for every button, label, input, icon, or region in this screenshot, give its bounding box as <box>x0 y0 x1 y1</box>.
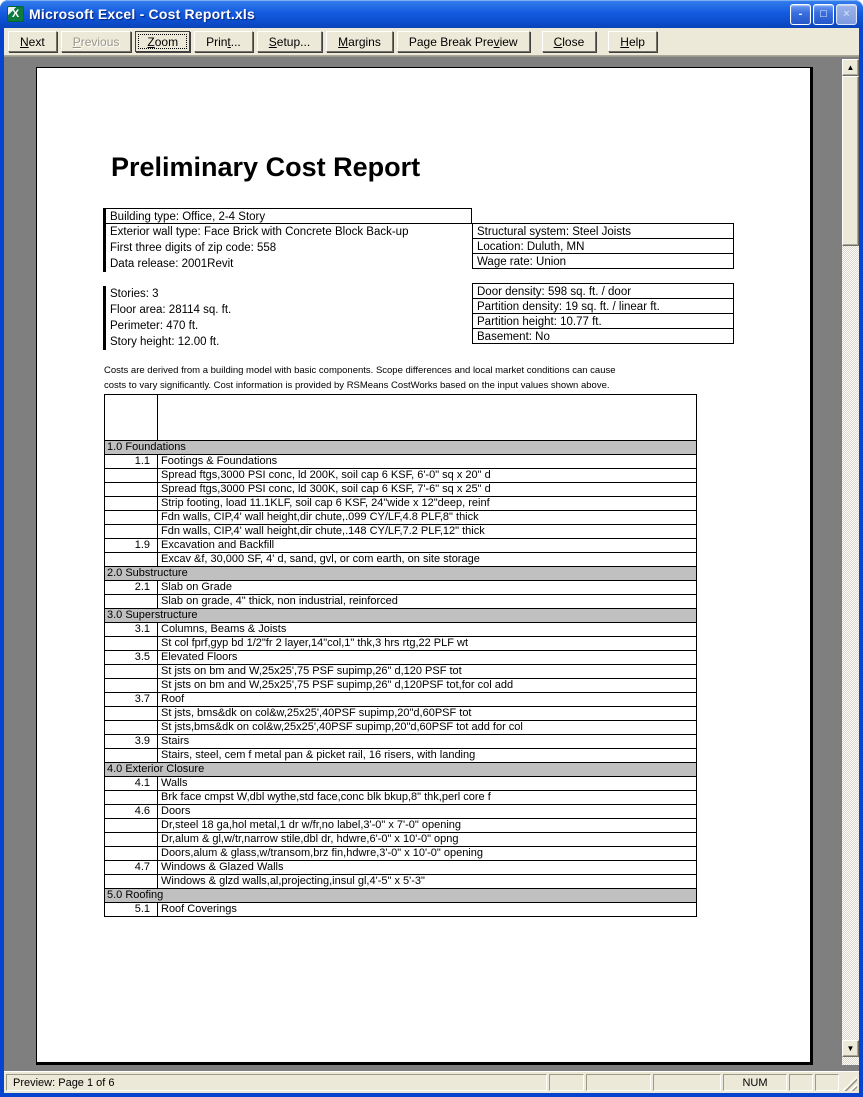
row-number-cell: 3.9 <box>105 735 158 749</box>
section-header-cell: 1.0 Foundations <box>105 441 697 455</box>
toolbar-button-next[interactable]: Next <box>8 31 57 52</box>
row-description-cell: Windows & glzd walls,al,projecting,insul gl,4'-5" x 5'-3" <box>158 875 697 889</box>
resize-grip[interactable] <box>842 1076 857 1091</box>
minimize-button[interactable]: - <box>790 4 811 25</box>
info-line: Floor area: 28114 sq. ft. <box>110 304 232 316</box>
row-description-cell: Strip footing, load 11.1KLF, soil cap 6 KSF, 24"wide x 12"deep, reinf <box>158 497 697 511</box>
table-row <box>105 483 697 497</box>
table-row <box>105 651 697 665</box>
empty-header-cell <box>158 395 697 441</box>
dimensions-info-block <box>103 286 472 350</box>
row-description-cell: Walls <box>158 777 697 791</box>
structural-info-block <box>472 224 734 269</box>
section-row <box>105 441 697 455</box>
row-number-cell <box>105 707 158 721</box>
excel-icon: X <box>7 6 24 22</box>
toolbar-button-zoom[interactable]: Zoom <box>135 31 190 52</box>
table-row <box>105 539 697 553</box>
section-header-cell: 4.0 Exterior Closure <box>105 763 697 777</box>
row-number-cell: 5.1 <box>105 903 158 917</box>
row-number-cell: 1.9 <box>105 539 158 553</box>
row-description-cell: Windows & Glazed Walls <box>158 861 697 875</box>
table-row <box>105 721 697 735</box>
info-line: Stories: 3 <box>110 288 159 300</box>
empty-header-cell <box>105 395 158 441</box>
table-row <box>105 637 697 651</box>
row-description-cell: Spread ftgs,3000 PSI conc, ld 300K, soil cap 6 KSF, 7'-6" sq x 25" d <box>158 483 697 497</box>
table-row <box>105 665 697 679</box>
row-number-cell <box>105 819 158 833</box>
row-description-cell: Roof <box>158 693 697 707</box>
info-line: Door density: 598 sq. ft. / door <box>472 283 734 299</box>
table-row <box>105 819 697 833</box>
status-panel <box>789 1074 813 1091</box>
row-description-cell: Columns, Beams & Joists <box>158 623 697 637</box>
table-row <box>105 553 697 567</box>
table-row <box>105 581 697 595</box>
row-description-cell: Fdn walls, CIP,4' wall height,dir chute,.148 CY/LF,7.2 PLF,12" thick <box>158 525 697 539</box>
density-info-block <box>472 284 734 344</box>
row-number-cell <box>105 721 158 735</box>
row-description-cell: Footings & Foundations <box>158 455 697 469</box>
row-number-cell <box>105 553 158 567</box>
section-header-cell: 3.0 Superstructure <box>105 609 697 623</box>
row-number-cell: 4.6 <box>105 805 158 819</box>
table-row <box>105 875 697 889</box>
toolbar-button-previous: Previous <box>61 31 132 52</box>
table-row <box>105 469 697 483</box>
row-number-cell <box>105 679 158 693</box>
row-number-cell <box>105 483 158 497</box>
table-row <box>105 455 697 469</box>
row-number-cell <box>105 469 158 483</box>
table-row <box>105 679 697 693</box>
building-info-block <box>103 208 472 272</box>
info-line: Partition density: 19 sq. ft. / linear ft. <box>472 298 734 314</box>
table-row <box>105 707 697 721</box>
section-header-cell: 5.0 Roofing <box>105 889 697 903</box>
table-header-row <box>105 395 697 441</box>
row-number-cell <box>105 525 158 539</box>
row-description-cell: Excav &f, 30,000 SF, 4' d, sand, gvl, or com earth, on site storage <box>158 553 697 567</box>
num-lock-indicator: NUM <box>723 1074 787 1091</box>
row-number-cell <box>105 497 158 511</box>
row-description-cell: St jsts, bms&dk on col&w,25x25',40PSF supimp,20"d,60PSF tot <box>158 707 697 721</box>
close-window-button: × <box>836 4 857 25</box>
arrow-down-icon: ▼ <box>846 1044 855 1053</box>
section-row <box>105 889 697 903</box>
arrow-up-icon: ▲ <box>846 63 855 72</box>
row-description-cell: Stairs, steel, cem f metal pan & picket rail, 16 risers, with landing <box>158 749 697 763</box>
row-description-cell: Fdn walls, CIP,4' wall height,dir chute,.099 CY/LF,4.8 PLF,8" thick <box>158 511 697 525</box>
row-number-cell <box>105 665 158 679</box>
table-row <box>105 511 697 525</box>
disclaimer-line: costs to vary significantly. Cost information is provided by RSMeans CostWorks based on the input values shown above. <box>104 380 610 391</box>
table-row <box>105 847 697 861</box>
toolbar-button-page-break-preview[interactable]: Page Break Preview <box>397 31 530 52</box>
status-bar <box>4 1071 859 1093</box>
row-description-cell: Dr,alum & gl,w/tr,narrow stile,dbl dr, hdwre,6'-0" x 10'-0" opng <box>158 833 697 847</box>
info-line: Basement: No <box>472 328 734 344</box>
scroll-down-button[interactable] <box>842 1040 859 1057</box>
row-number-cell: 3.7 <box>105 693 158 707</box>
row-number-cell: 4.7 <box>105 861 158 875</box>
row-description-cell: Slab on Grade <box>158 581 697 595</box>
row-description-cell: St col fprf,gyp bd 1/2"fr 2 layer,14"col,1" thk,3 hrs rtg,22 PLF wt <box>158 637 697 651</box>
table-row <box>105 861 697 875</box>
section-header-cell: 2.0 Substructure <box>105 567 697 581</box>
status-panel <box>815 1074 839 1091</box>
row-number-cell <box>105 875 158 889</box>
cost-table <box>104 394 697 917</box>
row-description-cell: St jsts,bms&dk on col&w,25x25',40PSF supimp,20"d,60PSF tot add for col <box>158 721 697 735</box>
preview-page <box>36 67 813 1065</box>
table-row <box>105 595 697 609</box>
info-line: Location: Duluth, MN <box>472 238 734 254</box>
vertical-scrollbar[interactable] <box>842 59 859 1065</box>
row-description-cell: Slab on grade, 4" thick, non industrial, reinforced <box>158 595 697 609</box>
row-number-cell <box>105 637 158 651</box>
row-number-cell: 3.1 <box>105 623 158 637</box>
row-description-cell: St jsts on bm and W,25x25',75 PSF supimp,26" d,120 PSF tot <box>158 665 697 679</box>
row-description-cell: Dr,steel 18 ga,hol metal,1 dr w/fr,no label,3'-0" x 7'-0" opening <box>158 819 697 833</box>
row-number-cell <box>105 511 158 525</box>
info-line: Exterior wall type: Face Brick with Concrete Block Back-up <box>110 226 409 238</box>
row-number-cell <box>105 595 158 609</box>
row-description-cell: Roof Coverings <box>158 903 697 917</box>
info-line: Data release: 2001Revit <box>110 258 234 270</box>
table-row <box>105 693 697 707</box>
toolbar-button-print[interactable]: Print... <box>194 31 253 52</box>
row-description-cell: Doors <box>158 805 697 819</box>
table-row <box>105 735 697 749</box>
table-row <box>105 791 697 805</box>
table-row <box>105 497 697 511</box>
row-description-cell: Elevated Floors <box>158 651 697 665</box>
section-row <box>105 609 697 623</box>
info-line: Partition height: 10.77 ft. <box>472 313 734 329</box>
row-number-cell: 4.1 <box>105 777 158 791</box>
info-line: First three digits of zip code: 558 <box>110 242 277 254</box>
toolbar-button-close[interactable]: Close <box>542 31 597 52</box>
row-description-cell: Brk face cmpst W,dbl wythe,std face,conc blk bkup,8" thk,perl core f <box>158 791 697 805</box>
info-line: Story height: 12.00 ft. <box>110 336 220 348</box>
info-line: Building type: Office, 2-4 Story <box>106 208 472 224</box>
table-row <box>105 805 697 819</box>
status-panel <box>586 1074 651 1091</box>
print-preview-toolbar <box>4 28 859 56</box>
table-row <box>105 623 697 637</box>
window-title: Microsoft Excel - Cost Report.xls <box>29 6 255 22</box>
info-line: Wage rate: Union <box>472 253 734 269</box>
status-panel <box>549 1074 584 1091</box>
row-number-cell: 1.1 <box>105 455 158 469</box>
status-text: Preview: Page 1 of 6 <box>6 1074 547 1091</box>
disclaimer-line: Costs are derived from a building model with basic components. Scope differences and local market conditions can cause <box>104 365 616 376</box>
row-description-cell: Doors,alum & glass,w/transom,brz fin,hdwre,3'-0" x 10'-0" opening <box>158 847 697 861</box>
row-number-cell <box>105 833 158 847</box>
status-panel <box>653 1074 721 1091</box>
section-row <box>105 763 697 777</box>
table-row <box>105 777 697 791</box>
cost-table-body <box>105 395 697 917</box>
row-description-cell: Stairs <box>158 735 697 749</box>
table-row <box>105 833 697 847</box>
row-number-cell <box>105 847 158 861</box>
row-number-cell <box>105 749 158 763</box>
toolbar-button-setup[interactable]: Setup... <box>257 31 322 52</box>
toolbar-button-help[interactable]: Help <box>608 31 657 52</box>
info-line: Structural system: Steel Joists <box>472 223 734 239</box>
maximize-button[interactable]: □ <box>813 4 834 25</box>
row-number-cell <box>105 791 158 805</box>
scrollbar-thumb[interactable] <box>842 76 859 246</box>
section-row <box>105 567 697 581</box>
toolbar-button-margins[interactable]: Margins <box>326 31 393 52</box>
info-line: Perimeter: 470 ft. <box>110 320 199 332</box>
row-description-cell: St jsts on bm and W,25x25',75 PSF supimp,26" d,120PSF tot,for col add <box>158 679 697 693</box>
table-row <box>105 525 697 539</box>
scroll-up-button[interactable] <box>842 59 859 76</box>
row-description-cell: Spread ftgs,3000 PSI conc, ld 200K, soil cap 6 KSF, 6'-0" sq x 20" d <box>158 469 697 483</box>
table-row <box>105 903 697 917</box>
table-row <box>105 749 697 763</box>
row-number-cell: 2.1 <box>105 581 158 595</box>
report-title: Preliminary Cost Report <box>111 152 421 182</box>
title-bar[interactable] <box>0 0 863 28</box>
preview-workspace <box>4 56 859 1071</box>
row-description-cell: Excavation and Backfill <box>158 539 697 553</box>
disclaimer-text <box>104 363 704 393</box>
row-number-cell: 3.5 <box>105 651 158 665</box>
